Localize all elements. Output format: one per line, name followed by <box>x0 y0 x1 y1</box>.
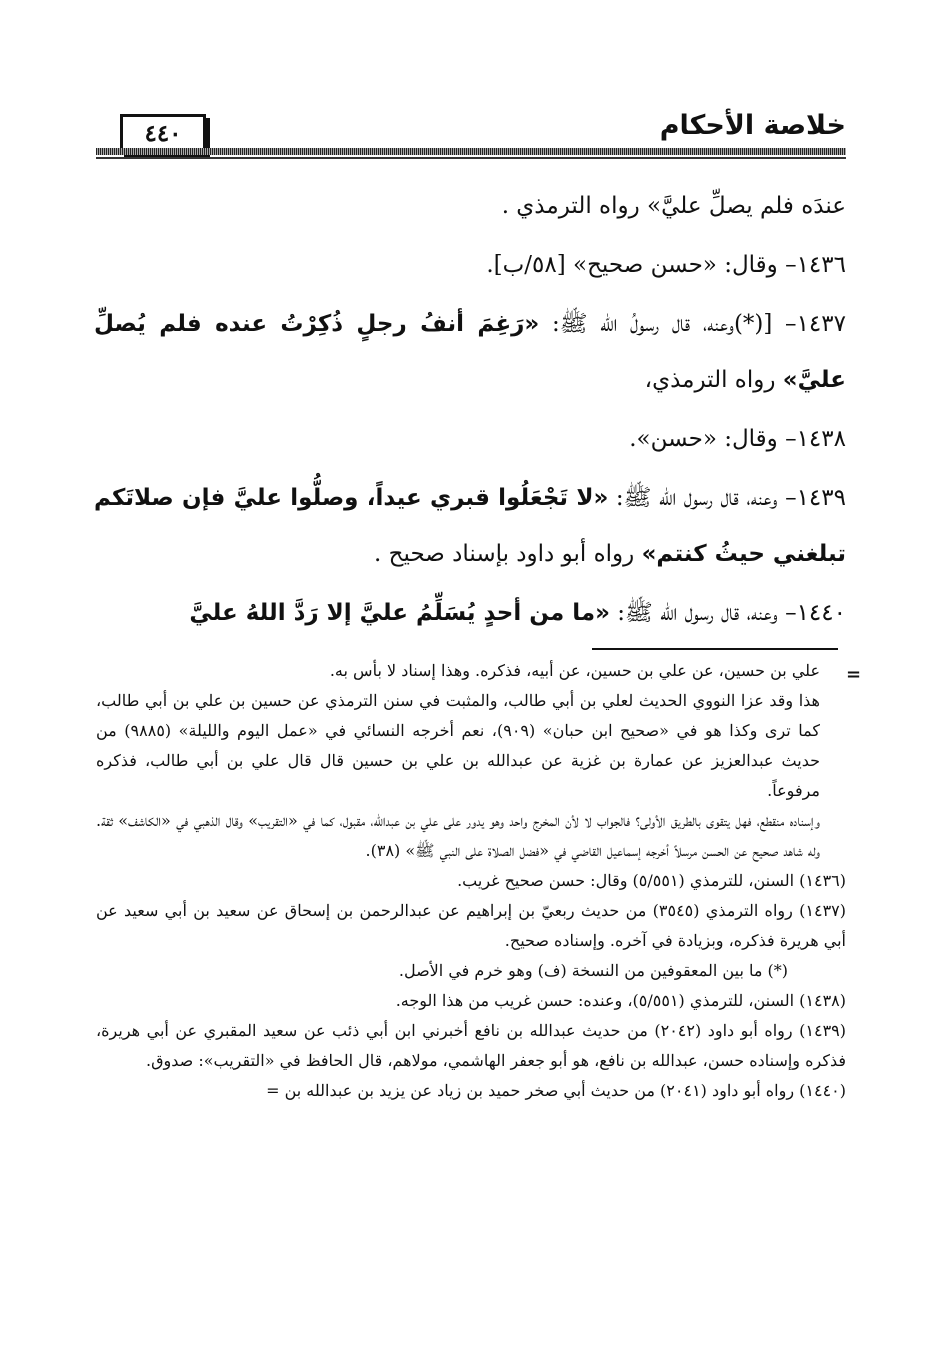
footnote-continuation-1: علي بن حسين، عن علي بن حسين، عن أبيه، فذكره. وهذا إسناد لا بأس به. <box>329 661 820 680</box>
hadith-1439-intro: ١٤٣٩– وعنه، قال رسول الله ﷺ: <box>608 485 846 511</box>
footnote-1436: (١٤٣٦) السنن، للترمذي (٥/٥٥١) وقال: حسن صحيح غريب. <box>457 871 846 890</box>
page-number: ٤٤٠ <box>120 114 206 154</box>
footnote-1440: (١٤٤٠) رواه أبو داود (٢٠٤١) من حديث أبي صخر حميد بن زياد عن يزيد بن عبدالله بن = <box>266 1081 846 1100</box>
hadith-1438: ١٤٣٨– وقال: «حسن». <box>629 426 846 452</box>
hadith-1440-intro: ١٤٤٠– وعنه، قال رسول الله ﷺ: <box>609 600 846 626</box>
hadith-1440-quote: «ما من أحدٍ يُسَلِّمُ عليَّ إلا رَدَّ اللهُ عليَّ <box>189 600 610 626</box>
footnote-separator <box>592 648 838 650</box>
footnote-continuation-3: وإسناده منقطع، فهل يتقوى بالطريق الأولى؟ فالجواب لا لأن المخرج واحد وهو يدور على علي بن عبدالله، مقبول، كما في «التقريب» وقال الذهبي في «الكاشف» ثقة. وله شاهد صحيح عن الحسن مرسلاً أخرجه إسماعيل القاضي في «فضل الصلاة على النبي ﷺ» (٣٨). <box>96 811 821 860</box>
footnote-1437: (١٤٣٧) رواه الترمذي (٣٥٤٥) من حديث ربعيّ بن إبراهيم عن عبدالرحمن بن إسحاق عن سعيد بن أبي سعيد عن أبي هريرة فذكره، وبزيادة في آخره. وإسناده صحيح. <box>96 901 847 950</box>
footnote-star: (*) ما بين المعقوفين من النسخة (ف) وهو خرم في الأصل. <box>398 961 788 980</box>
hadith-1439-source: رواه أبو داود بإسناد صحيح . <box>374 541 642 567</box>
header-rule <box>96 148 846 155</box>
hadith-1437 <box>94 296 846 408</box>
running-header <box>96 108 846 156</box>
hadith-1439-quote: «لا تَجْعَلُوا قبري عيداً، وصلُّوا عليَّ فإن صلاتَكم تبلغني حيثُ كنتم» <box>94 485 846 567</box>
hadith-1437-source: رواه الترمذي، <box>644 367 783 393</box>
hadith-1437-intro: ١٤٣٧– [(*)وعنه، قال رسولُ الله ﷺ: <box>539 311 846 337</box>
book-title: خلاصة الأحكام <box>659 110 846 141</box>
footnote-continuation-2: هذا وقد عزا النووي الحديث لعلي بن أبي طالب، والمثبت في سنن الترمذي عن حسين بن علي بن أبي طالب، كما ترى وكذا هو في «صحيح ابن حبان» (٩٠٩)، نعم أخرجه النسائي في «عمل اليوم والليلة» (٩٨٨٥) من حديث عبدالعزيز عن عمارة بن غزية عن عبدالله بن علي بن حسين قال قال علي بن أبي طالب، فذكره مرفوعاً. <box>96 691 821 800</box>
hadith-1437-quote: «رَغِمَ أنفُ رجلٍ ذُكِرْتُ عنده فلم يُصلِّ عليَّ» <box>94 311 846 393</box>
hadith-1439 <box>94 470 846 582</box>
hadith-continuation: عندَه فلم يصلِّ عليَّ» رواه الترمذي . <box>501 193 846 219</box>
footnote-continuation <box>96 656 846 866</box>
footnote-1438: (١٤٣٨) السنن، للترمذي (٥/٥٥١)، وعنده: حسن غريب من هذا الوجه. <box>395 991 846 1010</box>
footnote-continuation-marker: = <box>846 664 862 685</box>
main-text <box>94 178 846 641</box>
footnotes <box>96 656 846 1106</box>
hadith-1440 <box>94 585 846 641</box>
footnote-1439: (١٤٣٩) رواه أبو داود (٢٠٤٢) من حديث عبدالله بن نافع أخبرني ابن أبي ذئب عن سعيد المقبري عن أبي هريرة، فذكره وإسناده حسن، عبدالله بن نافع، هو أبو جعفر الهاشمي، مولاهم، قال الحافظ في «التقريب»: صدوق. <box>96 1021 846 1070</box>
hadith-1436: ١٤٣٦– وقال: «حسن صحيح» [٥٨/ب]. <box>486 252 846 278</box>
header-rule-thin <box>96 157 846 159</box>
